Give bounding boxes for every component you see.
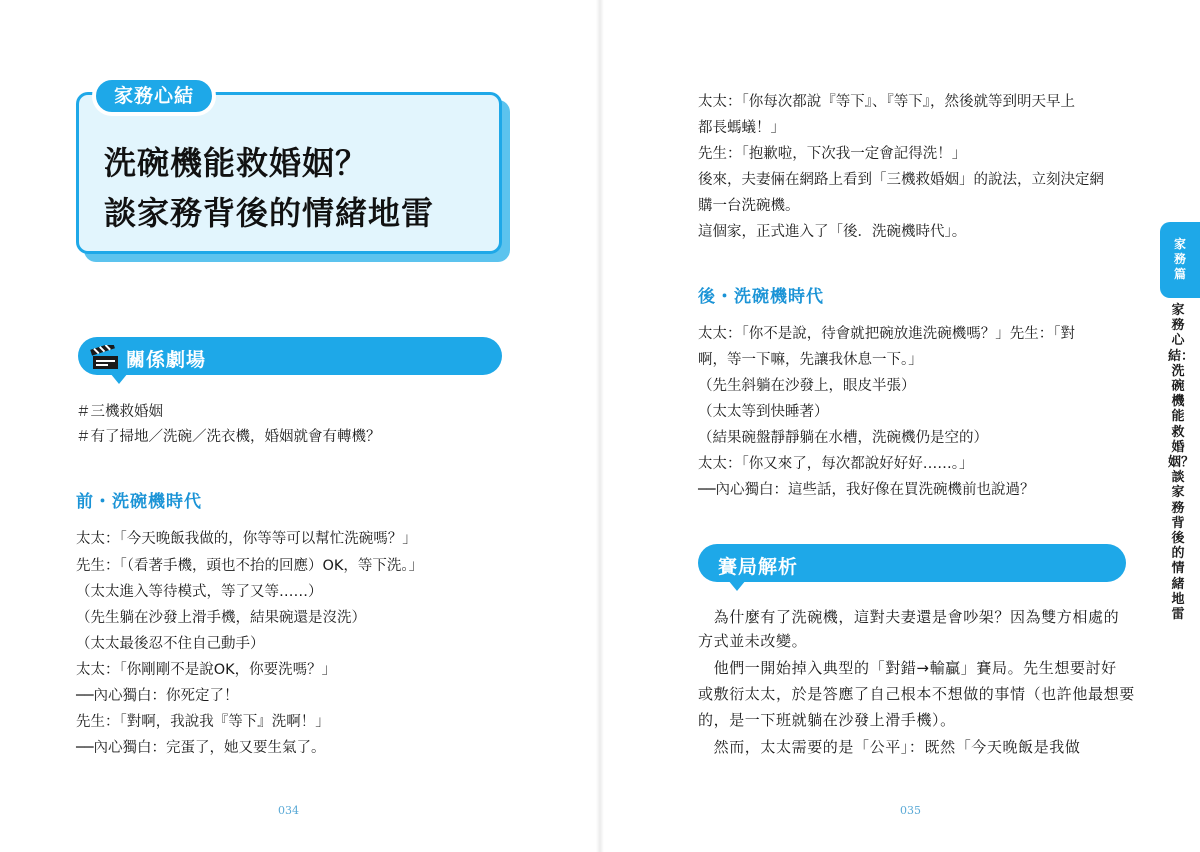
analysis-line: 他們一開始掉入典型的「對錯→輸贏」賽局。先生想要討好 — [698, 659, 1117, 677]
dialogue-line: ──內心獨白：完蛋了，她又要生氣了。 — [76, 740, 326, 756]
dialogue-line: ──內心獨白：你死定了！ — [76, 688, 239, 704]
hashtag-line: ＃有了掃地／洗碗／洗衣機，婚姻就會有轉機？ — [76, 429, 381, 445]
dialogue-line: （太太進入等待模式，等了又等……） — [76, 584, 323, 600]
dialogue-line: （先生躺在沙發上滑手機，結果碗還是沒洗） — [76, 610, 366, 626]
article-title-line-2: 談家務背後的情緒地雷 — [104, 194, 435, 232]
analysis-line: 然而，太太需要的是「公平」：既然「今天晚飯是我做 — [698, 738, 1081, 756]
dialogue-line: ──內心獨白：這些話，我好像在買洗碗機前也說過？ — [698, 482, 1035, 498]
dialogue-line: 這個家，正式進入了「後．洗碗機時代」。 — [698, 224, 967, 240]
book-gutter — [596, 0, 604, 852]
dialogue-line: （結果碗盤靜靜躺在水槽，洗碗機仍是空的） — [698, 430, 988, 446]
dialogue-line: 太太：「你又來了，每次都說好好好……。」 — [698, 456, 974, 472]
subheading-after: 後・洗碗機時代 — [698, 287, 824, 307]
running-title-vertical: 家務心結：洗碗機能救婚姻？談家務背後的情緒地雷 — [1168, 303, 1195, 623]
section-title-drama: 關係劇場 — [126, 349, 207, 371]
dialogue-line: 先生：「對啊，我說我『等下』洗啊！」 — [76, 714, 330, 730]
dialogue-line: 購一台洗碗機。 — [698, 198, 800, 214]
dialogue-line: 都長螞蟻！」 — [698, 120, 785, 136]
dialogue-line: 啊，等一下嘛，先讓我休息一下。」 — [698, 352, 923, 368]
section-header-pointer — [728, 580, 746, 591]
dialogue-line: 後來，夫妻倆在網路上看到「三機救婚姻」的說法，立刻決定網 — [698, 172, 1104, 188]
analysis-line: 方式並未改變。 — [698, 632, 808, 650]
dialogue-line: （太太最後忍不住自己動手） — [76, 636, 265, 652]
dialogue-line: （先生斜躺在沙發上，眼皮半張） — [698, 378, 916, 394]
dialogue-line: 太太：「你不是說，待會就把碗放進洗碗機嗎？」先生：「對 — [698, 326, 1075, 342]
dialogue-line: 先生：「（看著手機，頭也不抬的回應）OK，等下洗。」 — [76, 558, 424, 574]
page-number-right: 035 — [900, 804, 921, 817]
chapter-side-tab-label: 家務篇 — [1173, 237, 1186, 281]
page-number-left: 034 — [278, 804, 299, 817]
clapperboard-icon — [90, 345, 120, 371]
section-title-analysis: 賽局解析 — [718, 556, 799, 578]
hashtag-line: ＃三機救婚姻 — [76, 404, 163, 420]
dialogue-line: 太太：「你剛剛不是說OK，你要洗嗎？」 — [76, 662, 337, 678]
subheading-before: 前・洗碗機時代 — [76, 492, 202, 512]
dialogue-line: （太太等到快睡著） — [698, 404, 829, 420]
dialogue-line: 太太：「你每次都說『等下』、『等下』，然後就等到明天早上 — [698, 94, 1075, 110]
analysis-line: 的，是一下班就躺在沙發上滑手機）。 — [698, 711, 956, 729]
dialogue-line: 先生：「抱歉啦，下次我一定會記得洗！」 — [698, 146, 967, 162]
analysis-line: 為什麼有了洗碗機，這對夫妻還是會吵架？因為雙方相處的 — [698, 608, 1120, 626]
chapter-tag: 家務心結 — [92, 76, 216, 116]
article-title-line-1: 洗碗機能救婚姻？ — [104, 144, 369, 182]
section-header-pointer — [110, 373, 128, 384]
analysis-line: 或敷衍太太，於是答應了自己根本不想做的事情（也許他最想要 — [698, 685, 1135, 703]
dialogue-line: 太太：「今天晚飯我做的，你等等可以幫忙洗碗嗎？」 — [76, 531, 417, 547]
